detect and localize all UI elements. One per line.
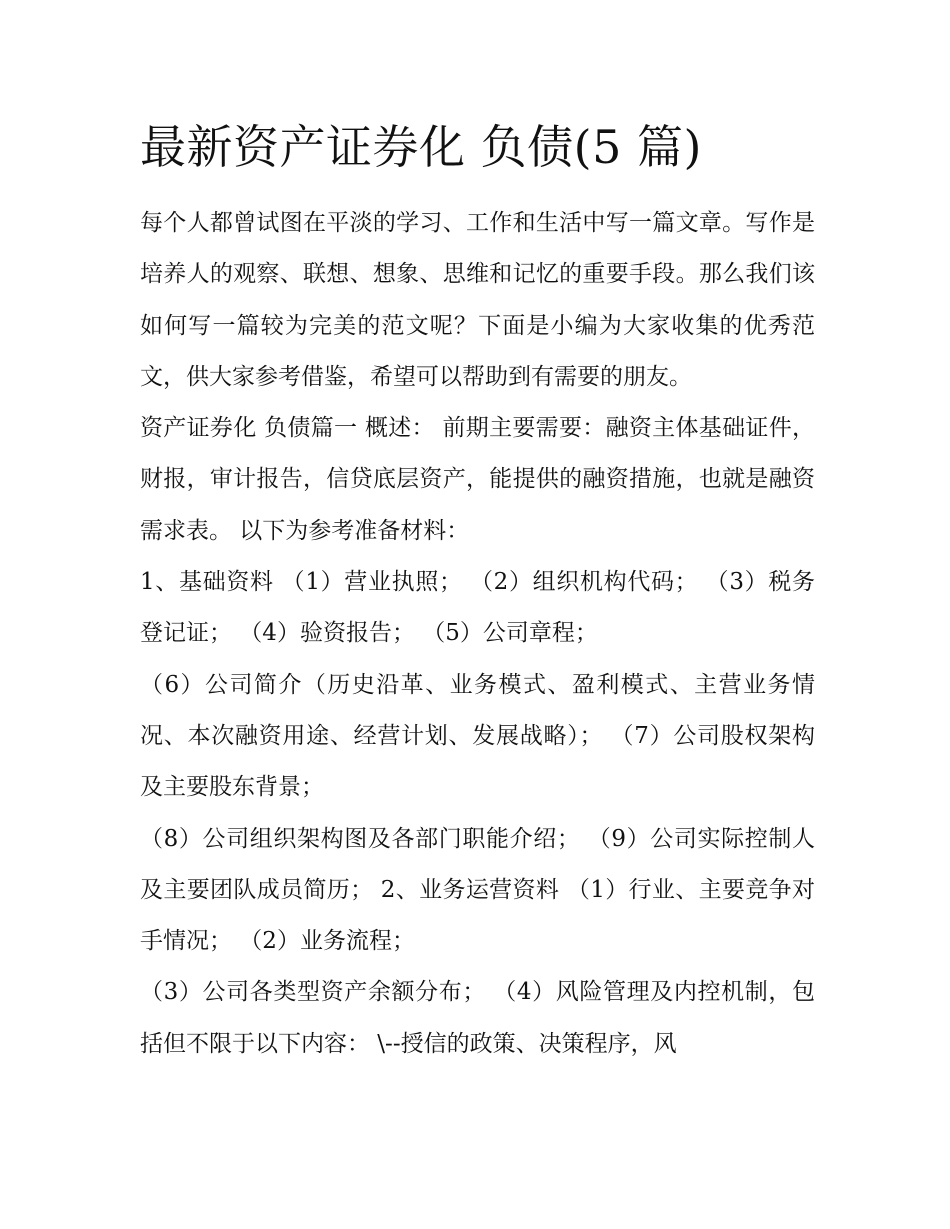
- basic-materials-paragraph: 1、基础资料 （1）营业执照； （2）组织机构代码； （3）税务登记证； （4）验资报告； （5）公司章程；: [140, 569, 815, 647]
- company-profile-paragraph: （6）公司简介（历史沿革、业务模式、盈利模式、主营业务情况、本次融资用途、经营计划、发展战略）； （7）公司股权架构及主要股东背景；: [140, 671, 815, 801]
- document-title: 最新资产证券化 负债(5 篇): [140, 120, 702, 174]
- document-body: [140, 198, 815, 1070]
- asset-risk-paragraph: （3）公司各类型资产余额分布； （4）风险管理及内控机制，包括但不限于以下内容： \--授信的政策、决策程序，风: [140, 979, 815, 1057]
- intro-paragraph: 每个人都曾试图在平淡的学习、工作和生活中写一篇文章。写作是培养人的观察、联想、想象、思维和记忆的重要手段。那么我们该如何写一篇较为完美的范文呢？下面是小编为大家收集的优秀范文，供大家参考借鉴，希望可以帮助到有需要的朋友。: [140, 210, 815, 390]
- overview-paragraph: 资产证券化 负债篇一 概述： 前期主要需要：融资主体基础证件，财报，审计报告，信贷底层资产，能提供的融资措施，也就是融资需求表。 以下为参考准备材料：: [140, 415, 815, 544]
- organization-paragraph: （8）公司组织架构图及各部门职能介绍； （9）公司实际控制人及主要团队成员简历； 2、业务运营资料 （1）行业、主要竞争对手情况； （2）业务流程；: [140, 825, 815, 955]
